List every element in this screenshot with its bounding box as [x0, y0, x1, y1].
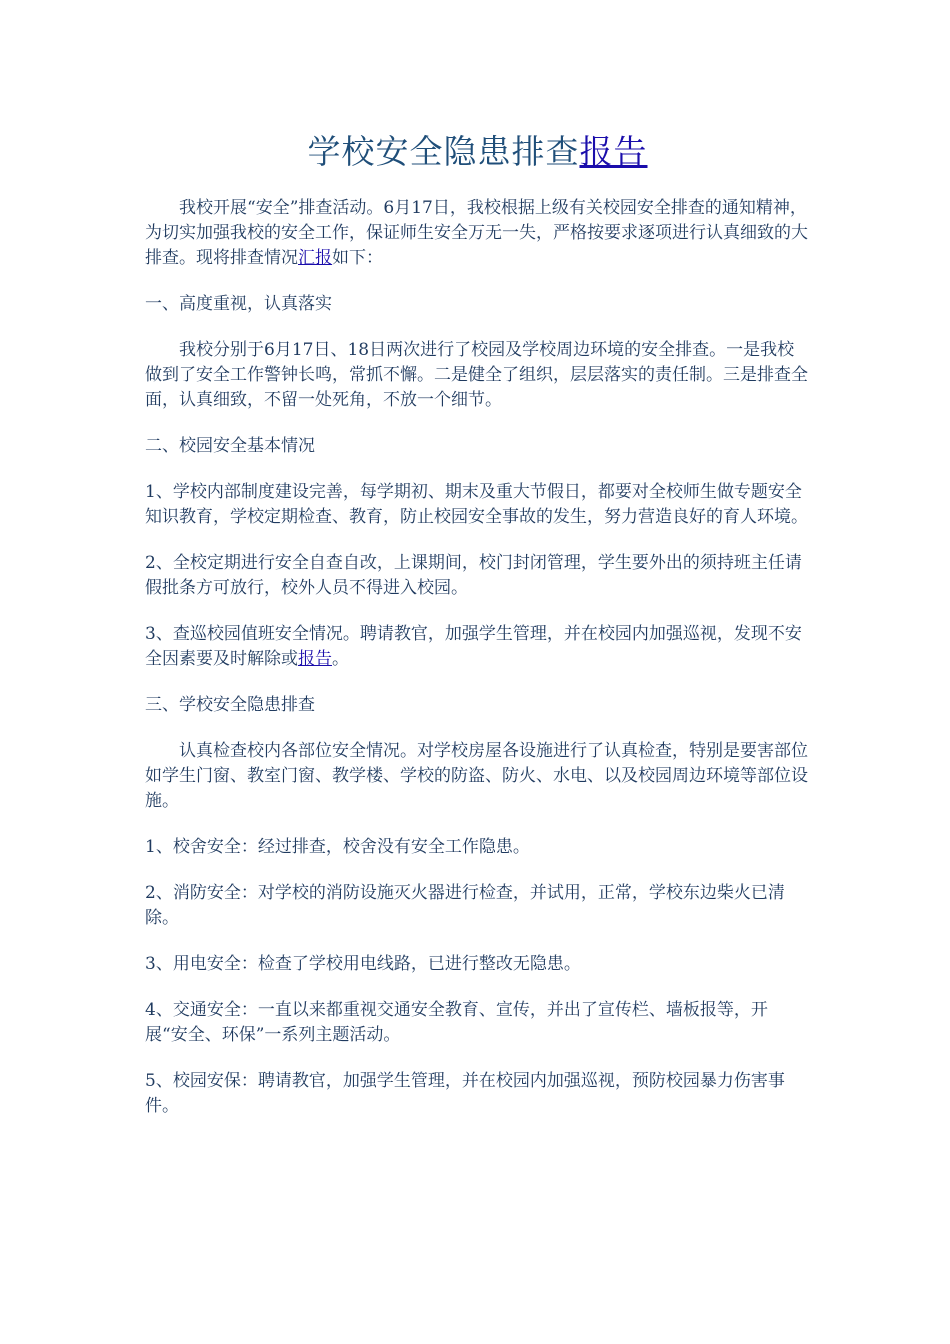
- section-paragraph: 我校分别于6月17日、18日两次进行了校园及学校周边环境的安全排查。一是我校做到了安全工作警钟长鸣，常抓不懈。二是健全了组织，层层落实的责任制。三是排查全面，认真细致，不留一处死角，不放一个细节。: [145, 340, 808, 410]
- list-item: 1、校舍安全：经过排查，校舍没有安全工作隐患。: [145, 837, 530, 857]
- section-heading: 二、校园安全基本情况: [145, 436, 315, 456]
- list-item: 1、学校内部制度建设完善，每学期初、期末及重大节假日，都要对全校师生做专题安全知识教育，学校定期检查、教育，防止校园安全事故的发生，努力营造良好的育人环境。: [145, 482, 808, 527]
- section-paragraph: 认真检查校内各部位安全情况。对学校房屋各设施进行了认真检查，特别是要害部位如学生门窗、教室门窗、教学楼、学校的防盗、防火、水电、以及校园周边环境等部位设施。: [145, 741, 808, 811]
- section-heading: 一、高度重视，认真落实: [145, 294, 332, 314]
- list-item-text-end: 。: [332, 649, 349, 669]
- list-item: [145, 622, 810, 672]
- list-item: 3、用电安全：检查了学校用电线路，已进行整改无隐患。: [145, 954, 581, 974]
- list-item-text: 3、查巡校园值班安全情况。聘请教官，加强学生管理，并在校园内加强巡视，发现不安全因素要及时解除或: [145, 624, 802, 669]
- list-item: 2、全校定期进行安全自查自改，上课期间，校门封闭管理，学生要外出的须持班主任请假批条方可放行，校外人员不得进入校园。: [145, 553, 802, 598]
- list-item: 5、校园安保：聘请教官，加强学生管理，并在校园内加强巡视，预防校园暴力伤害事件。: [145, 1071, 785, 1116]
- intro-link[interactable]: 汇报: [298, 248, 332, 268]
- document-page: [145, 128, 810, 1140]
- section-heading: 三、学校安全隐患排查: [145, 695, 315, 715]
- list-item: 4、交通安全：一直以来都重视交通安全教育、宣传，并出了宣传栏、墙板报等，开展“安全、环保”一系列主题活动。: [145, 1000, 768, 1045]
- list-item: 2、消防安全：对学校的消防设施灭火器进行检查，并试用，正常，学校东边柴火已清除。: [145, 883, 785, 928]
- title-text: 学校安全隐患排查: [307, 132, 580, 171]
- intro-paragraph: [145, 196, 810, 271]
- intro-text-end: 如下：: [332, 248, 383, 268]
- intro-text: 我校开展“安全”排查活动。6月17日，我校根据上级有关校园安全排查的通知精神，为切实加强我校的安全工作，保证师生安全万无一失，严格按要求逐项进行认真细致的大排查。现将排查情况: [145, 198, 808, 268]
- title-link[interactable]: 报告: [579, 132, 648, 171]
- report-link[interactable]: 报告: [298, 649, 332, 669]
- page-title: [145, 128, 810, 176]
